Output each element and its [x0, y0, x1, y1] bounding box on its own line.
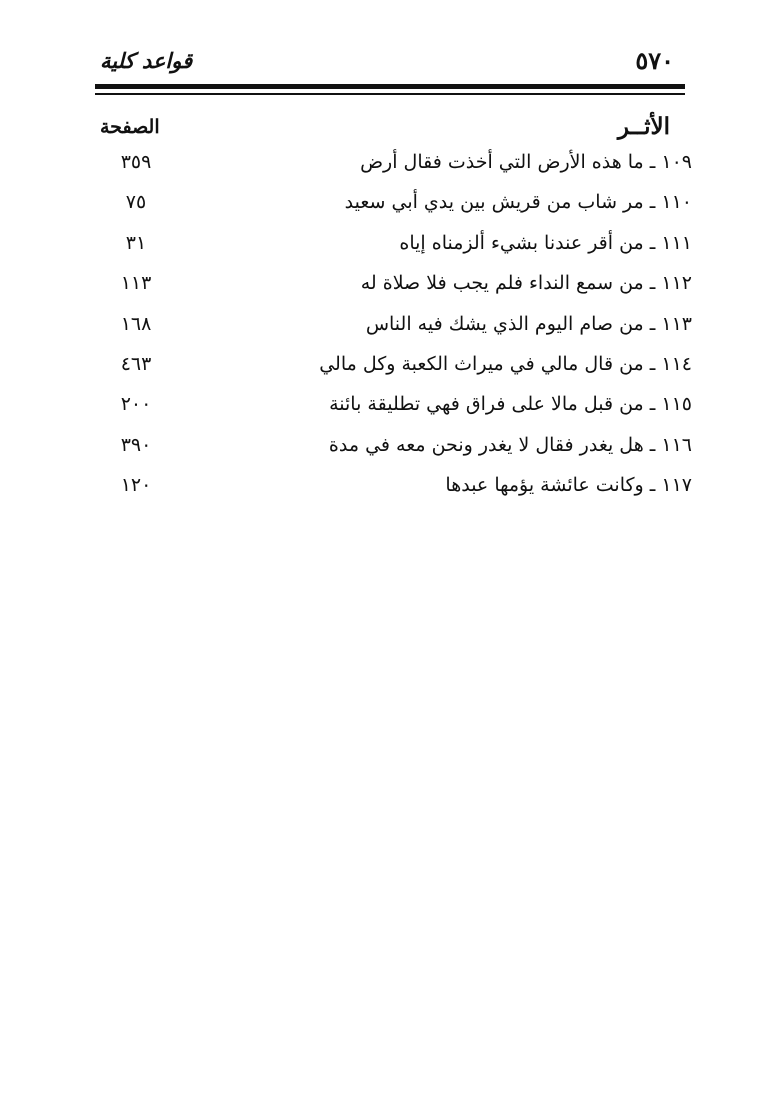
table-row: [100, 266, 692, 306]
entry-page-number: ٢٠٠: [120, 393, 152, 416]
table-row: [100, 428, 692, 468]
entry-page-number: ١٢٠: [120, 474, 152, 497]
entry-page-number: ٣١: [125, 231, 147, 254]
entry-page-number: ١٦٨: [120, 312, 152, 335]
entry-page-number: ٣٩٠: [120, 433, 152, 456]
column-header-entry: الأثــر: [617, 113, 670, 140]
table-row: [100, 307, 692, 347]
entry-page-number: ٧٥: [125, 191, 147, 214]
table-row: [100, 347, 692, 387]
entry-page-number: ٣٥٩: [120, 151, 152, 173]
entry-text: ١١٢ ـ من سمع النداء فلم يجب فلا صلاة له: [360, 272, 692, 295]
entry-text: ١٠٩ ـ ما هذه الأرض التي أخذت فقال أرض: [360, 151, 692, 173]
entry-text: ١١٥ ـ من قبل مالا على فراق فهي تطليقة بائنة: [329, 393, 692, 416]
header-rule-thick: [95, 84, 685, 89]
table-row: [100, 185, 692, 225]
page-number: ٥٧٠: [635, 46, 674, 75]
entry-page-number: ٤٦٣: [120, 352, 152, 375]
table-row: [100, 387, 692, 427]
table-row: [100, 468, 692, 508]
running-title: قواعد كلية: [100, 48, 193, 73]
entry-page-number: ١١٣: [120, 272, 152, 295]
table-row: [100, 145, 692, 185]
entry-text: ١١٤ ـ من قال مالي في ميراث الكعبة وكل مالي: [319, 352, 692, 375]
entry-text: ١١٦ ـ هل يغدر فقال لا يغدر ونحن معه في مدة: [328, 433, 692, 456]
table-row: [100, 226, 692, 266]
header-rule-thin: [95, 93, 685, 95]
entry-text: ١١٣ ـ من صام اليوم الذي يشك فيه الناس: [365, 312, 692, 335]
entry-text: ١١٧ ـ وكانت عائشة يؤمها عبدها: [445, 474, 692, 497]
entry-list: [100, 145, 692, 509]
entry-text: ١١٠ ـ مر شاب من قريش بين يدي أبي سعيد: [344, 191, 692, 214]
column-header-page: الصفحة: [100, 116, 160, 138]
entry-text: ١١١ ـ من أقر عندنا بشيء ألزمناه إياه: [399, 231, 692, 254]
